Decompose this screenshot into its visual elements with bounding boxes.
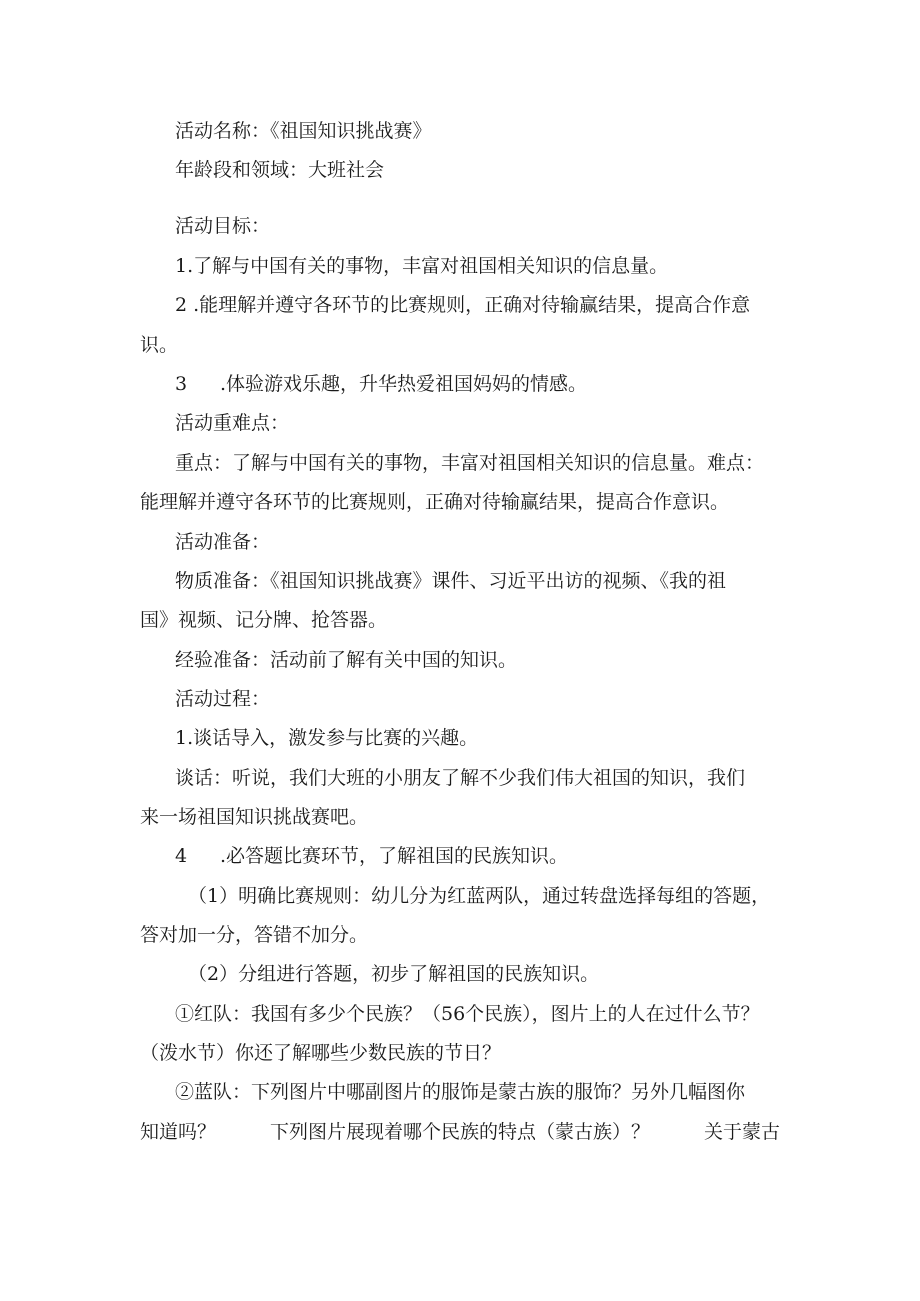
group-answer: （2）分组进行答题，初步了解祖国的民族知识。: [188, 963, 600, 985]
key-points-line-1: 重点：了解与中国有关的事物，丰富对祖国相关知识的信息量。难点：: [175, 452, 765, 474]
blue-team-word: 下列图片展现着哪个民族的特点（蒙古族）？: [269, 1121, 650, 1143]
blue-team-line-2: [140, 1120, 780, 1144]
step-1: 1.谈话导入，激发参与比赛的兴趣。: [175, 727, 479, 749]
blue-team-line-1: ②蓝队：下列图片中哪副图片的服饰是蒙古族的服饰？另外几幅图你: [175, 1081, 746, 1103]
blue-team-word: 知道吗？: [140, 1121, 217, 1143]
activity-name: 活动名称：《祖国知识挑战赛》: [175, 120, 432, 142]
step-4-number: 4: [175, 845, 188, 867]
age-domain: 年龄段和领域：大班社会: [175, 159, 385, 181]
goal-2-line-2: 识。: [140, 334, 179, 356]
rule-line-1: （1）明确比赛规则：幼儿分为红蓝两队，通过转盘选择每组的答题，: [188, 885, 771, 907]
goals-heading: 活动目标：: [175, 215, 271, 237]
key-points-line-2: 能理解并遵守各环节的比赛规则，正确对待输赢结果，提高合作意识。: [140, 491, 730, 513]
talk-line-2: 来一场祖国知识挑战赛吧。: [140, 806, 369, 828]
goal-1: 1.了解与中国有关的事物，丰富对祖国相关知识的信息量。: [175, 255, 669, 277]
material-prep-line-2: 国》视频、记分牌、抢答器。: [140, 609, 388, 631]
material-prep-line-1: 物质准备：《祖国知识挑战赛》课件、习近平出访的视频、《我的祖: [175, 570, 727, 592]
step-4-text: .必答题比赛环节，了解祖国的民族知识。: [220, 845, 569, 867]
blue-team-word: 关于蒙古: [703, 1121, 780, 1143]
prep-heading: 活动准备：: [175, 531, 271, 553]
goal-3-number: 3: [175, 373, 188, 395]
key-points-heading: 活动重难点：: [175, 412, 290, 434]
goal-3-text: .体验游戏乐趣，升华热爱祖国妈妈的情感。: [220, 373, 588, 395]
red-team-line-1: ①红队：我国有多少个民族？（56个民族），图片上的人在过什么节？: [175, 1003, 760, 1025]
process-heading: 活动过程：: [175, 688, 271, 710]
goal-2-line-1: 2 .能理解并遵守各环节的比赛规则，正确对待输赢结果，提高合作意: [175, 294, 751, 316]
rule-line-2: 答对加一分，答错不加分。: [140, 924, 369, 946]
experience-prep: 经验准备：活动前了解有关中国的知识。: [175, 649, 518, 671]
red-team-line-2: （泼水节）你还了解哪些少数民族的节日？: [140, 1042, 502, 1064]
talk-line-1: 谈话：听说，我们大班的小朋友了解不少我们伟大祖国的知识，我们: [175, 767, 746, 789]
